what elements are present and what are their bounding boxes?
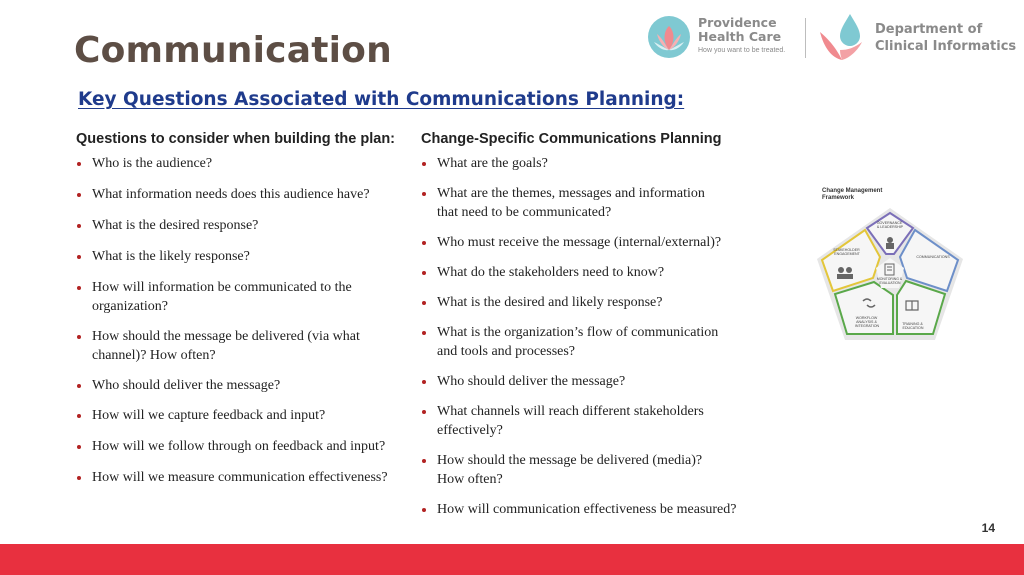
- list-item: What is the organization’s flow of communication and tools and processes?: [421, 323, 737, 361]
- communications-label: COMMUNICATIONS: [916, 255, 950, 259]
- page-number: 14: [981, 521, 995, 535]
- svg-text:MONITORING & EVALUATION: [877, 277, 903, 285]
- svg-text:WORKFLOW ANALYSIS &: [855, 316, 880, 328]
- list-item: What are the goals?: [421, 154, 751, 173]
- list-item: What is the desired and likely response?: [421, 293, 751, 312]
- center-label-2: EVALUATION: [879, 281, 901, 285]
- list-item: What is the desired response?: [76, 216, 406, 235]
- page-title: Communication: [74, 30, 392, 71]
- framework-pentagon: [811, 184, 969, 342]
- list-item: How should the message be delivered (media)? How often?: [421, 451, 727, 489]
- governance-label-2: & LEADERSHIP: [876, 225, 904, 229]
- framework-title-line2: Framework: [822, 195, 855, 201]
- governance-label-1: GOVERNANCE: [876, 221, 903, 225]
- dci-name-line2: Clinical Informatics: [875, 39, 1017, 54]
- list-item: What channels will reach different stakeholders effectively?: [421, 402, 727, 440]
- list-item: How will information be communicated to the organization?: [76, 278, 352, 316]
- training-label-2: EDUCATION: [902, 326, 924, 330]
- workflow-label-1: WORKFLOW: [855, 316, 878, 320]
- providence-name-line1: Providence: [698, 15, 777, 30]
- framework-title-line1: Change Management: [822, 188, 883, 194]
- list-item: How should the message be delivered (via what channel)? How often?: [76, 327, 377, 365]
- list-item: Who must receive the message (internal/external)?: [421, 233, 751, 252]
- svg-text:TRAINING & EDUCATION: [902, 322, 924, 330]
- dci-drop-icon: [818, 14, 868, 62]
- change-management-framework-diagram: [811, 184, 969, 342]
- list-item: How will we measure communication effectiveness?: [76, 468, 406, 487]
- list-item: Who should deliver the message?: [76, 376, 406, 395]
- list-item: How will communication effectiveness be measured?: [421, 500, 751, 519]
- providence-logo: [646, 14, 806, 62]
- list-item: What is the likely response?: [76, 247, 406, 266]
- workflow-label-2: ANALYSIS &: [856, 320, 877, 324]
- governance-person-icon: [887, 237, 893, 243]
- list-item: How will we follow through on feedback and input?: [76, 437, 406, 456]
- dci-name-line1: Department of: [875, 22, 983, 37]
- stakeholder-label-1: STAKEHOLDER: [833, 248, 860, 252]
- dci-logo: [818, 14, 1018, 62]
- training-label-1: TRAINING &: [902, 322, 923, 326]
- list-item: How will we capture feedback and input?: [76, 406, 406, 425]
- center-label-1: MONITORING &: [876, 277, 903, 281]
- left-question-column: [76, 131, 406, 487]
- svg-text:GOVERNANCE & LEADERSHIP: [877, 221, 904, 229]
- list-item: Who should deliver the message?: [421, 372, 751, 391]
- right-question-column: [421, 131, 751, 519]
- list-item: What are the themes, messages and information that need to be communicated?: [421, 184, 727, 222]
- providence-tagline: How you want to be treated.: [698, 47, 786, 54]
- list-item: What do the stakeholders need to know?: [421, 263, 751, 282]
- right-column-heading: Change-Specific Communications Planning: [421, 131, 722, 147]
- stakeholder-label-2: ENGAGEMENT: [834, 252, 860, 256]
- left-question-list: [76, 154, 406, 487]
- footer-accent-bar: [0, 544, 1024, 575]
- list-item: Who is the audience?: [76, 154, 406, 173]
- workflow-label-3: INTEGRATION: [854, 324, 880, 328]
- providence-lotus-icon: [646, 14, 692, 60]
- list-item: What information needs does this audience have?: [76, 185, 406, 204]
- stakeholder-people-icon: [838, 267, 844, 273]
- section-subtitle: Key Questions Associated with Communications Planning:: [78, 89, 685, 110]
- left-column-heading: Questions to consider when building the plan:: [76, 131, 396, 147]
- right-question-list: [421, 154, 751, 519]
- providence-name-line2: Health Care: [698, 29, 782, 44]
- svg-text:STAKEHOLDER ENGAGEMENT: [833, 248, 861, 256]
- logo-divider: [805, 18, 806, 58]
